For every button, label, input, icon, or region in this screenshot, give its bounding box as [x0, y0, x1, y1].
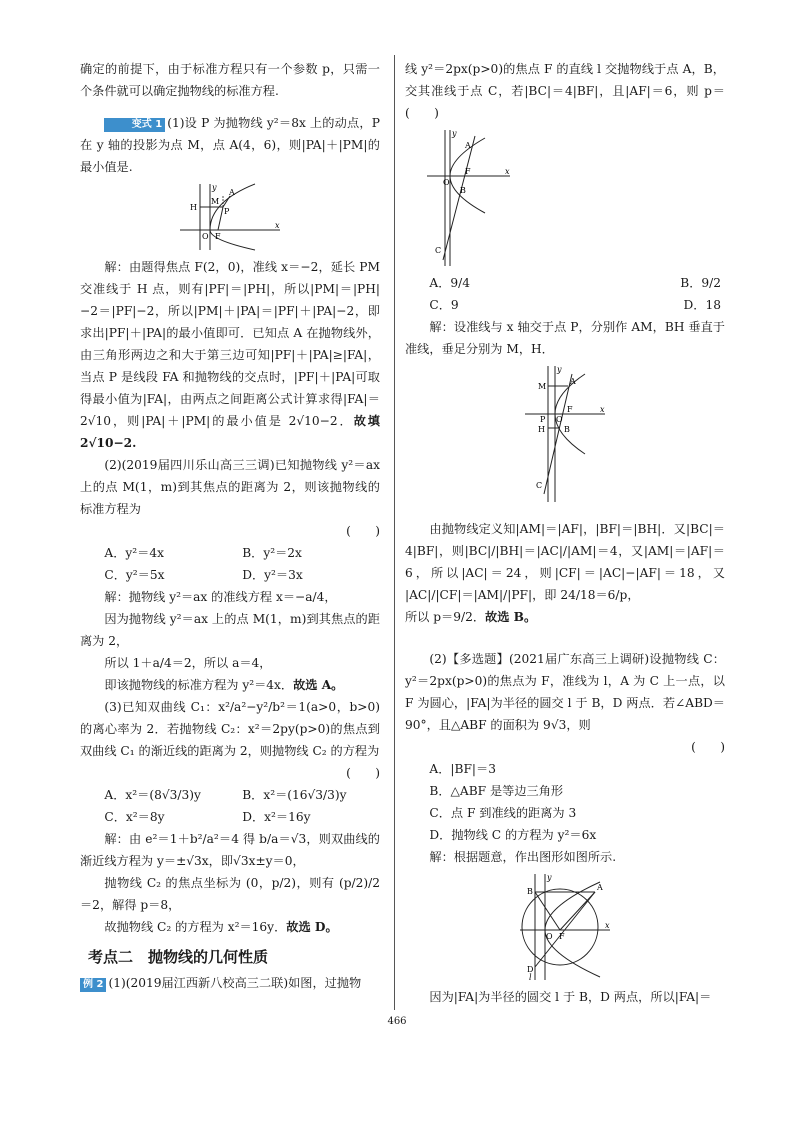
column-divider [394, 55, 395, 1010]
fig3-label-o: O [556, 415, 563, 424]
q2m-option-c: C．点 F 到准线的距离为 3 [429, 806, 577, 820]
q2-solution-2: 因为抛物线 y²＝ax 上的点 M(1，m)到其焦点的距离为 2， [80, 612, 380, 648]
fig4-label-l: l [529, 973, 532, 982]
q2m-option-b: B．△ABF 是等边三角形 [429, 784, 564, 798]
fig3-label-m: M [538, 382, 547, 391]
q2-multi-last: 因为|FA|为半径的圆交 l 于 B，D 两点，所以|FA|＝ [429, 990, 712, 1004]
q3-option-b: B．x²＝(16√3/3)y [242, 788, 347, 802]
variant1-question-text: (1)设 P 为抛物线 y²＝8x 上的动点，P 在 y 轴的投影为点 M，点 A(4，6)，则|PA|＋|PM|的最小值是. [80, 116, 380, 174]
q2-multi-paren: ( ) [691, 740, 725, 754]
q2-multi-solution: 解：根据题意，作出图形如图所示. [429, 850, 617, 864]
fig1-label-p: P [224, 207, 230, 216]
q3-options [80, 784, 380, 828]
q3-option-d: D．x²＝16y [242, 810, 311, 824]
fig4-label-x: x [605, 921, 610, 930]
fig2-label-y: y [452, 129, 457, 138]
ex2-solution-2: 由抛物线定义知|AM|＝|AF|，|BF|＝|BH|．又|BC|＝4|BF|，则|BC|/|BH|＝|AC|/|AM|＝4，又|AM|＝|AF|＝6，所以|AC|＝24，则|CF|＝|AC|−|AF|＝18，又 |AC|/|CF|＝|AM|/|PF|，即 24/18＝6/p， [405, 522, 725, 602]
q2m-option-a: A．|BF|＝3 [429, 762, 496, 776]
q3-solution-2: 抛物线 C₂ 的焦点坐标为 (0，p/2)，则有 (p/2)/2＝2，解得 p＝8， [80, 876, 380, 912]
fig4-label-f: F [559, 932, 565, 941]
fig4-label-a: A [597, 883, 603, 892]
figure-2 [425, 128, 515, 268]
variant1-question [80, 112, 380, 178]
fig4-label-o: O [546, 932, 553, 941]
ex2-solution-1: 解：设准线与 x 轴交于点 P，分别作 AM，BH 垂直于准线，垂足分别为 M，H． [405, 320, 725, 356]
q2-solution-4 [80, 674, 380, 696]
fig3-label-c: C [536, 481, 543, 490]
q2-option-c: C．y²＝5x [104, 568, 165, 582]
intro-text: 确定的前提下，由于标准方程只有一个参数 p，只需一个条件就可以确定抛物线的标准方程. [80, 62, 380, 98]
example2-question [80, 972, 380, 994]
fig3-label-p: P [540, 415, 546, 424]
fig2-label-c: C [435, 246, 442, 255]
q2-option-a: A．y²＝4x [104, 546, 164, 560]
q2-solution-1: 解：抛物线 y²＝ax 的准线方程 x＝−a/4， [104, 590, 337, 604]
ex2-option-c: C．9 [429, 298, 459, 312]
fig2-label-b: B [460, 186, 466, 195]
fig3-label-f: F [567, 405, 573, 414]
q3-solution-3 [80, 916, 380, 938]
fig2-label-o: O [443, 178, 450, 187]
fig3-label-x: x [600, 405, 605, 414]
variant1-solution-text: 解：由题得焦点 F(2，0)，准线 x＝−2，延长 PM 交准线于 H 点，则有|PF|＝|PH|，所以|PM|＝|PH|−2＝|PF|−2，所以|PM|＋|PA|＝|PF|＋|PA|−2，即求出|PF|＋|PA|的最小值即可．已知点 A 在抛物线外，由三角形两边之和大于第三边可知|PF|＋|PA|≥|FA|，当点 P 是线段 FA 和抛物线的交点时，|PF|＋|PA|可取得最小值为|FA|，由两点之间距离公式计算求得|FA|＝2√10，则|PA|＋|PM|的最小值是 2√10−2． [80, 260, 380, 428]
variant1-answer: 故填 2√10−2. [80, 414, 380, 450]
figure-3 [520, 364, 610, 504]
section-title: 考点二 抛物线的几何性质 [88, 948, 269, 966]
example2-tag: 例 2 [80, 978, 106, 992]
ex2-solution-3 [405, 606, 725, 628]
fig4-label-d: D [527, 965, 534, 974]
variant1-solution [80, 256, 380, 454]
q3-question: (3)已知双曲线 C₁：x²/a²−y²/b²＝1(a>0，b>0)的离心率为 2．若抛物线 C₂：x²＝2py(p>0)的焦点到双曲线 C₁ 的渐近线的距离为 2，则抛物线 C₂ 的方程为 [80, 700, 380, 758]
fig1-label-o: O [202, 232, 209, 241]
ex2-option-a: A．9/4 [429, 276, 470, 290]
fig2-label-x: x [505, 167, 510, 176]
fig1-label-f: F [215, 232, 221, 241]
fig3-label-b: B [564, 425, 570, 434]
fig1-label-y: y [212, 183, 217, 192]
figure-4 [515, 872, 615, 982]
q2-question: (2)(2019届四川乐山高三三调)已知抛物线 y²＝ax 上的点 M(1，m)到其焦点的距离为 2，则该抛物线的标准方程为 [80, 458, 380, 516]
fig2-label-f: F [465, 167, 471, 176]
fig3-label-a: A [570, 377, 576, 386]
fig3-label-y: y [557, 365, 562, 374]
fig3-label-h: H [538, 425, 545, 434]
variant1-tag: 变式 1 [104, 118, 165, 132]
ex2-solution-3-text: 所以 p＝9/2． [405, 610, 486, 624]
fig4-label-b: B [527, 887, 533, 896]
right-column [405, 58, 725, 1008]
q2-option-d: D．y²＝3x [242, 568, 303, 582]
q3-option-c: C．x²＝8y [104, 810, 165, 824]
left-column [80, 58, 380, 994]
q2-paren: ( ) [346, 524, 380, 538]
fig1-label-a: A [229, 188, 235, 197]
q2-solution-4-text: 即该抛物线的标准方程为 y²＝4x． [104, 678, 294, 692]
fig4-label-y: y [547, 873, 552, 882]
q2-answer: 故选 A。 [293, 678, 344, 692]
q3-solution-3-text: 故抛物线 C₂ 的方程为 x²＝16y． [104, 920, 287, 934]
ex2-option-b: B．9/2 [680, 276, 721, 290]
ex2-answer: 故选 B。 [485, 610, 537, 624]
q2-multi-options [405, 758, 725, 846]
figure-1 [175, 182, 285, 252]
q3-option-a: A．x²＝(8√3/3)y [104, 788, 201, 802]
ex2-options [405, 272, 725, 316]
q2-multi-question: (2)【多选题】(2021届广东高三上调研)设抛物线 C：y²＝2px(p>0)的焦点为 F，准线为 l，A 为 C 上一点，以 F 为圆心，|FA|为半径的圆交 l 于 B，D 两点．若∠ABD＝90°，且△ABF 的面积为 9√3，则 [405, 652, 725, 732]
example2-continuation: 线 y²＝2px(p>0)的焦点 F 的直线 l 交抛物线于点 A，B，交其准线于点 C，若|BC|＝4|BF|，且|AF|＝6，则 p＝( ) [405, 62, 725, 120]
q3-answer: 故选 D。 [286, 920, 338, 934]
ex2-option-d: D．18 [683, 298, 721, 312]
fig1-label-m: M [211, 197, 220, 206]
fig2-label-a: A [465, 141, 471, 150]
q2-options [80, 542, 380, 586]
fig1-label-x: x [275, 221, 280, 230]
fig1-label-h: H [190, 203, 197, 212]
q2-solution-3: 所以 1＋a/4＝2，所以 a＝4， [104, 656, 272, 670]
q2-option-b: B．y²＝2x [242, 546, 302, 560]
page-number: 466 [387, 1016, 407, 1027]
example2-question-text: (1)(2019届江西新八校高三二联)如图，过抛物 [108, 976, 362, 990]
q3-solution-1: 解：由 e²＝1＋b²/a²＝4 得 b/a＝√3，则双曲线的渐近线方程为 y＝±√3x，即√3x±y＝0， [80, 832, 380, 868]
q2m-option-d: D．抛物线 C 的方程为 y²＝6x [429, 828, 597, 842]
q3-paren: ( ) [346, 766, 380, 780]
